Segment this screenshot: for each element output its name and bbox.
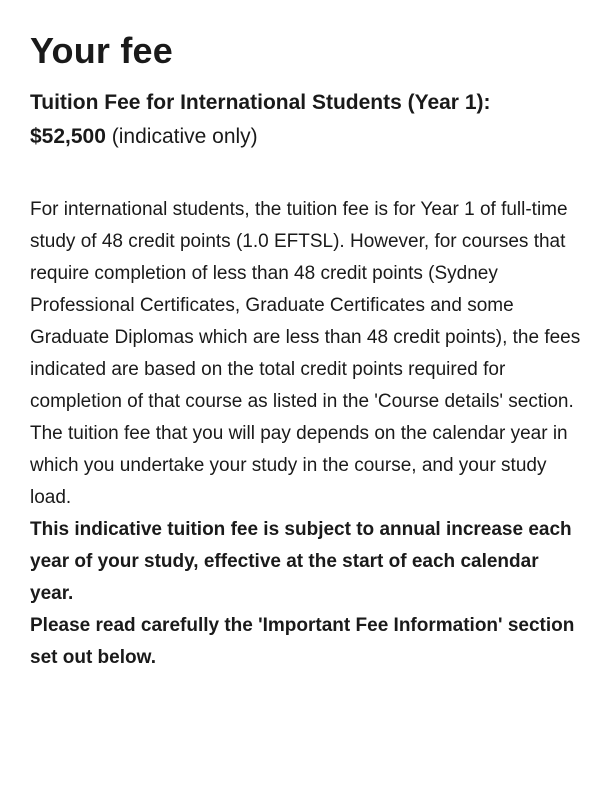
fee-note: (indicative only) xyxy=(111,125,258,148)
fee-description-paragraph: For international students, the tuition fee is for Year 1 of full-time study of 48 credit points (1.0 EFTSL). However, for courses that require completion of less than 48 credit points (Sydney Professional Certificates, Graduate Certificates and some Graduate Diplomas which are less than 48 credit points), the fees indicated are based on the total credit points required for completion of that course as listed in the 'Course details' section. xyxy=(30,199,581,412)
study-load-paragraph: The tuition fee that you will pay depends on the calendar year in which you undertake your study in the course, and your study load. xyxy=(30,423,568,508)
annual-increase-notice: This indicative tuition fee is subject to annual increase each year of your study, effective at the start of each calendar year. xyxy=(30,519,572,604)
fee-summary xyxy=(30,86,584,154)
important-fee-info-notice: Please read carefully the 'Important Fee Information' section set out below. xyxy=(30,615,575,668)
fee-label: Tuition Fee for International Students (Year 1): xyxy=(30,91,491,114)
fee-amount: $52,500 xyxy=(30,125,106,148)
page-title: Your fee xyxy=(30,30,173,71)
